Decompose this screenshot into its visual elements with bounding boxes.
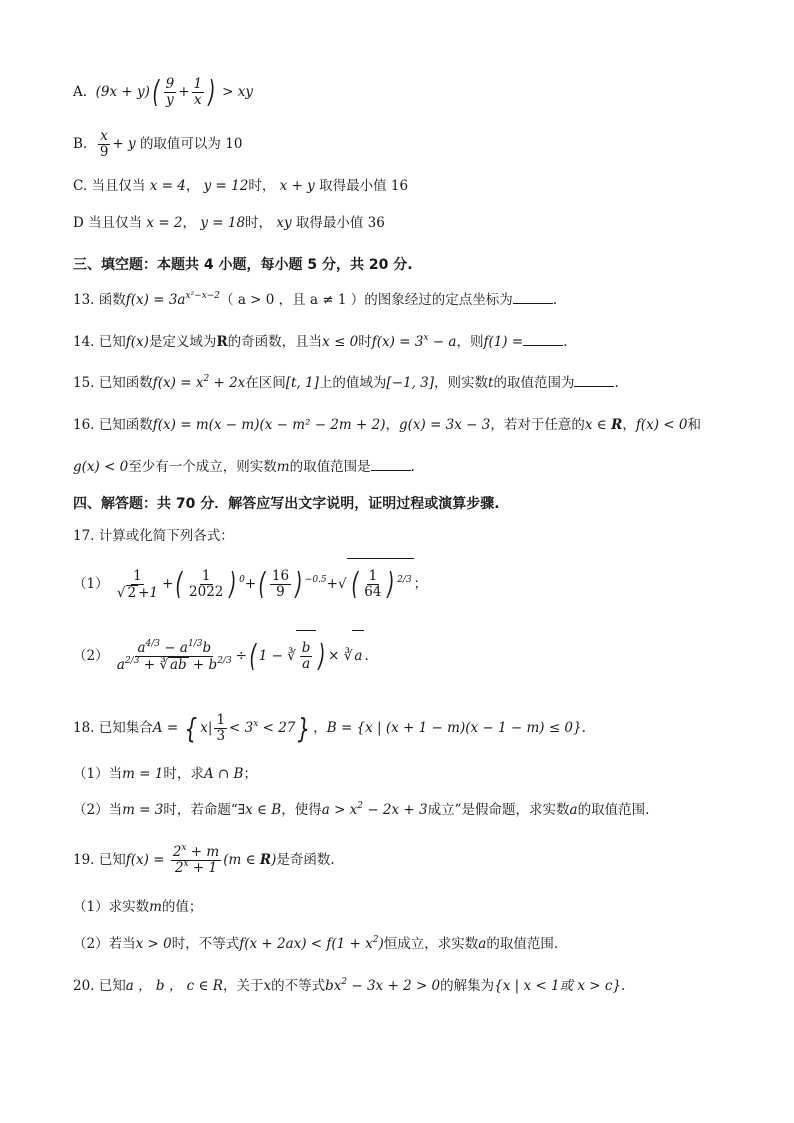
math-expression: $f(x) = 3^x - a$ <box>371 333 457 350</box>
math-expression: $f(x) = 3a^{x^2-x-2}$ <box>125 291 221 308</box>
question-16-line-2: g(x) < 0至少有一个成立，则实数m的取值范围是 . <box>73 459 415 475</box>
math-expression: f(x) < 0 <box>635 417 688 433</box>
math-expression: $f(x + 2ax) < f(1 + x^2)$ <box>239 935 384 952</box>
question-19-part-2: （2）若当x > 0时，不等式$f(x + 2ax) < f(1 + x^2)$恒成立，求实数a的取值范围. <box>73 935 559 952</box>
answer-blank <box>574 373 614 387</box>
math-expression: f(1) = <box>483 334 524 350</box>
question-20: 20. 已知a ， b ， c ∈ R，关于x的不等式$bx^2 - 3x + 2 > 0$的解集为{x | x < 1或 x > c}. <box>73 977 626 994</box>
question-16: 16. 已知函数f(x) = m(x − m)(x − m² − 2m + 2)，g(x) = 3x − 3，若对于任意的x ∈ R，f(x) < 0和 <box>73 417 701 433</box>
question-19-part-1: （1）求实数m的值； <box>73 899 203 915</box>
answer-blank <box>513 290 553 304</box>
math-expression: $\frac{x}{9}$ + y <box>99 128 136 160</box>
math-expression: $f(x) = x^2 + 2x$ <box>152 374 246 391</box>
math-expression: (9x + y)( $\frac{9}{y}$ + $\frac{1}{x}$ ) <box>95 74 216 110</box>
math-expression: g(x) < 0 <box>73 459 129 475</box>
math-expression: $a > x^2 - 2x + 3$ <box>321 801 428 818</box>
option-b: B. $\frac{x}{9}$ + y 的取值可以为 10 <box>73 128 243 160</box>
option-d: D 当且仅当 x = 2， y = 18时， xy 取得最小值 36 <box>73 215 385 231</box>
question-19: 19. 已知f(x) = $\frac{2^x + m}{2^x + 1}$ (m ∈ R)是奇函数. <box>73 843 335 876</box>
answer-blank <box>523 332 563 346</box>
option-a: A. (9x + y)( $\frac{9}{y}$ + $\frac{1}{x}$ ) > xy <box>73 74 253 110</box>
question-18-part-1: （1）当m = 1时，求A ∩ B； <box>73 766 257 782</box>
section-heading: 三、填空题：本题共 4 小题，每小题 5 分，共 20 分. <box>73 257 413 273</box>
math-expression: x ∈ R <box>584 417 623 433</box>
math-expression: [t, 1] <box>285 375 319 391</box>
math-expression: f(x) = m(x − m)(x − m² − 2m + 2) <box>152 417 386 433</box>
question-15: 15. 已知函数$f(x) = x^2 + 2x$在区间[t, 1]上的值域为[−1, 3]，则实数t的取值范围为 . <box>73 374 619 391</box>
math-expression: $bx^2 - 3x + 2 > 0$ <box>325 977 441 994</box>
question-18-part-2: （2）当m = 3时，若命题“∃x ∈ B，使得$a > x^2 - 2x + 3$成立”是假命题，求实数a的取值范围. <box>73 801 650 818</box>
math-expression: g(x) = 3x − 3 <box>399 417 491 433</box>
question-17-part-2: （2） $\frac{a^{4/3} - a^{1/3}b}{a^{2/3} + ∛ ab + b^{2/3}}$ ÷( 1 − ∛ $\frac{b}{a}$ ) × ∛ a . <box>73 630 754 681</box>
math-expression: f(x) = $\frac{2^x + m}{2^x + 1}$ (m ∈ R) <box>125 843 277 876</box>
option-c: C. 当且仅当 x = 4， y = 12时， x + y 取得最小值 16 <box>73 178 409 194</box>
question-18: 18. 已知集合A = { x| $\frac{1}{3}$ < $3^x < 27$} ，B = {x | (x + 1 − m)(x − 1 − m) ≤ 0}. <box>73 711 586 745</box>
math-expression: $\frac{a^{4/3} - a^{1/3}b}{a^{2/3} + ∛ ab + b^{2/3}}$ ÷( 1 − ∛ $\frac{b}{a}$ ) × ∛ a <box>113 648 365 664</box>
answer-blank <box>371 457 411 471</box>
math-expression: ∃x ∈ B <box>237 802 282 818</box>
math-expression: $\frac{1}{√ 2 +1}$ +( $\frac{1}{2022}$ ) $^0$+( $\frac{16}{9}$ ) $^{-0.5}$+√ ( $\frac{1}{64}$ ) $^{2/3}$ <box>113 576 414 592</box>
question-17-part-1: （1） $\frac{1}{√ 2 +1}$ +( $\frac{1}{2022}$ ) $^0$+( $\frac{16}{9}$ ) $^{-0.5}$+√ ( $\frac{1}{64}$ ) $^{2/3}$ ； <box>73 558 754 609</box>
question-14: 14. 已知f(x)是定义域为R的奇函数，且当x ≤ 0时$f(x) = 3^x - a$，则f(1) = . <box>73 333 568 350</box>
math-expression: A = { x| $\frac{1}{3}$ < $3^x < 27$} <box>152 711 311 745</box>
math-expression: [−1, 3] <box>386 375 435 391</box>
question-13: 13. 函数$f(x) = 3a^{x^2-x-2}$（ a > 0 ，且 a ≠ 1 ）的图象经过的定点坐标为 . <box>73 291 558 308</box>
question-17: 17. 计算或化简下列各式： <box>73 528 234 544</box>
section-heading: 四、解答题：共 70 分．解答应写出文字说明，证明过程或演算步骤. <box>73 496 500 512</box>
math-expression: f(x) <box>125 334 149 350</box>
math-expression: B = {x | (x + 1 − m)(x − 1 − m) ≤ 0} <box>326 720 582 736</box>
